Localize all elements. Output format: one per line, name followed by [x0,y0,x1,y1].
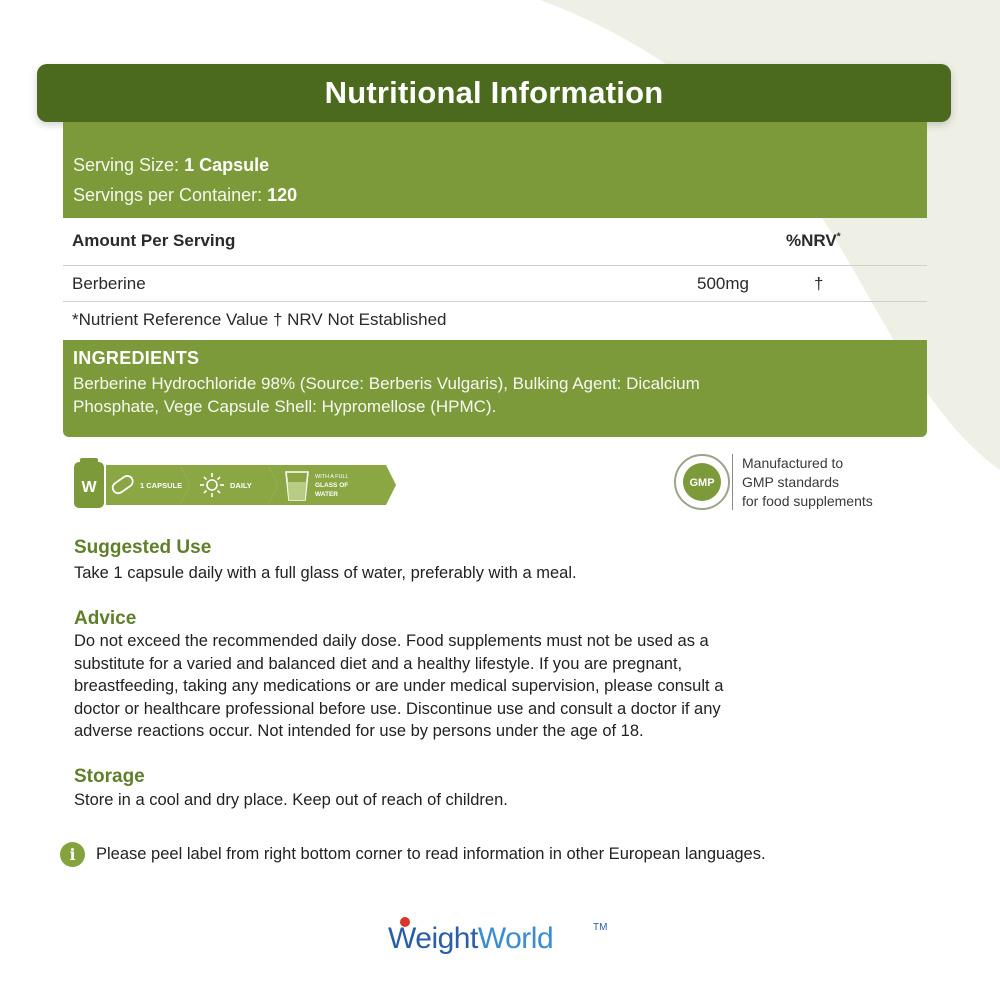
suggested-use-text: Take 1 capsule daily with a full glass of water, preferably with a meal. [74,564,577,582]
info-icon: i [60,842,85,867]
step-water-line3: WATER [315,491,338,498]
svg-text:W: W [81,479,97,496]
storage-section [74,766,934,812]
table-footnote: *Nutrient Reference Value † NRV Not Established [72,310,447,329]
gmp-certification [672,452,922,512]
step-water-line1: WITH A FULL [315,474,349,480]
bottle-icon [74,458,104,508]
storage-title: Storage [74,766,145,787]
gmp-text: Manufactured to GMP standards for food supplements [742,455,873,509]
advice-text: Do not exceed the recommended daily dose. Food supplements must not be used as a substitute for a varied and balanced diet and a healthy lifestyle. If you are pregnant, breastfeeding, taking any medications or are under medical supervision, please consult a doctor or healthcare professional before use. Discontinue use and consult a doctor if any adverse reactions occur. Not intended for use by persons under the age of 18. [74,632,724,741]
suggested-use-title: Suggested Use [74,537,212,558]
nutrient-nrv: † [814,274,824,293]
step-water-line2: GLASS OF [315,482,349,489]
advice-title: Advice [74,608,137,629]
gmp-badge-icon [672,452,732,512]
svg-text:GMP: GMP [689,477,715,489]
table-header-row [63,218,927,266]
header-bar [37,64,951,122]
nutrient-name: Berberine [72,274,146,293]
peel-label-notice [60,840,960,868]
storage-text: Store in a cool and dry place. Keep out of reach of children. [74,791,508,809]
table-footnote-row [63,302,927,338]
ingredients-title: INGREDIENTS [73,348,200,368]
table-row [63,266,927,302]
ingredients-panel [63,340,927,437]
ingredients-text: Berberine Hydrochloride 98% (Source: Berberis Vulgaris), Bulking Agent: Dicalcium Phosphate, Vege Capsule Shell: Hypromellose (HPMC). [73,374,700,416]
step-capsule-label: 1 CAPSULE [140,481,183,490]
nutrition-table [63,218,927,338]
nrv-header: %NRV* [786,231,841,250]
nutrient-amount: 500mg [697,274,749,293]
page-title: Nutritional Information [324,75,664,110]
serving-size: Serving Size: 1 Capsule [73,155,270,175]
suggested-use-section [74,537,934,585]
advice-section [74,608,934,743]
amount-per-serving-header: Amount Per Serving [72,231,236,250]
peel-label-text: Please peel label from right bottom corner to read information in other European languages. [96,844,766,863]
weightworld-logo: WeightWorld TM [388,920,628,970]
step-daily-label: DAILY [230,481,252,490]
servings-per-container: Servings per Container: 120 [73,185,298,205]
dosage-steps [72,458,402,510]
serving-block [63,122,927,218]
gmp-divider [732,454,733,510]
